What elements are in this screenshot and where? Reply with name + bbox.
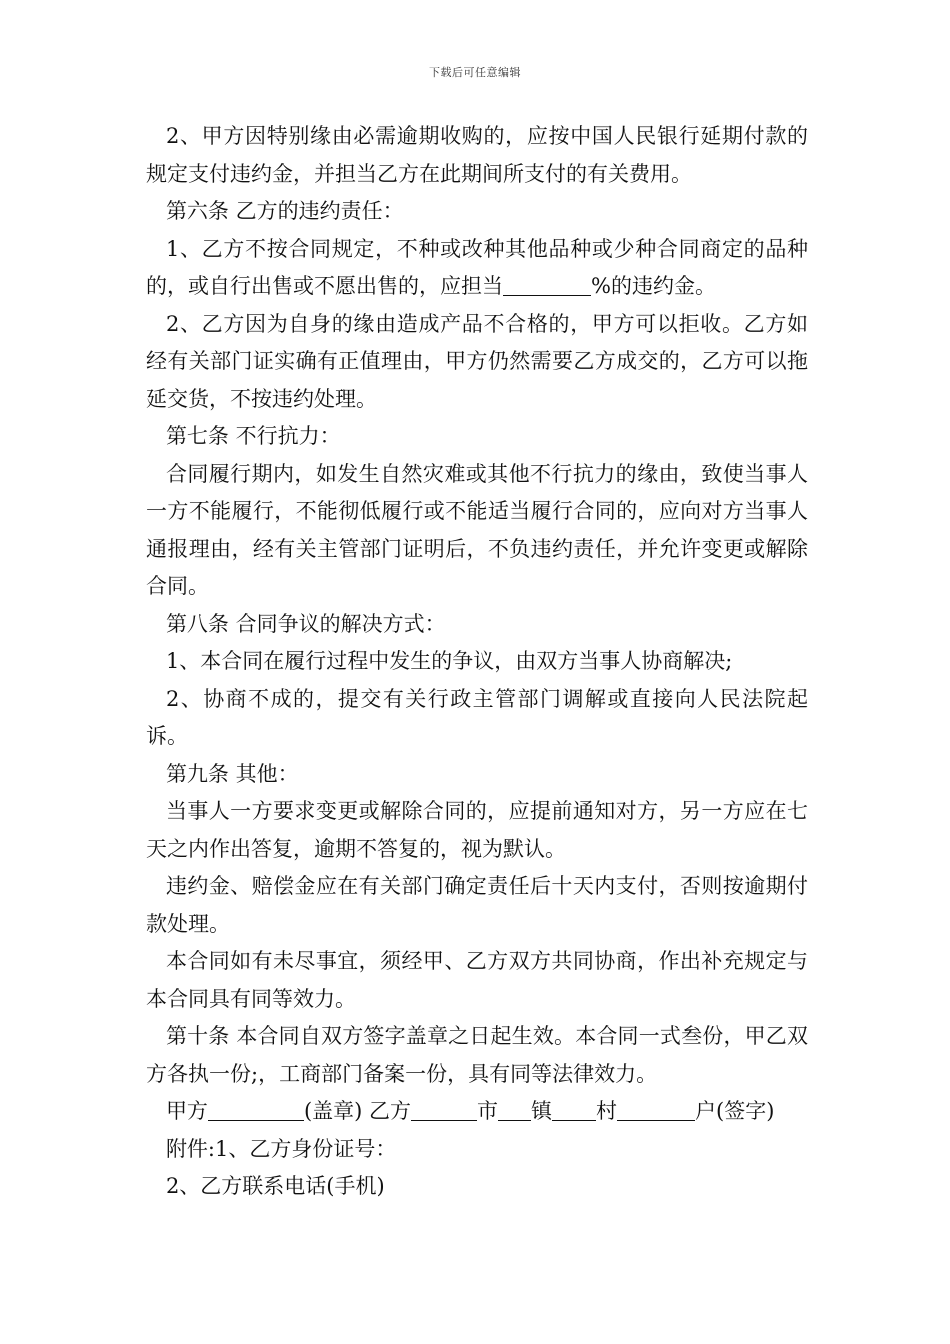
village-blank <box>552 1098 596 1121</box>
attachment-2: 2、乙方联系电话(手机) <box>165 1174 385 1198</box>
signature-household-label: 户(签字) <box>695 1099 775 1123</box>
penalty-percent-blank <box>503 273 591 296</box>
paragraph-other-3: 本合同如有未尽事宜，须经甲、乙方双方共同协商，作出补充规定与本合同具有同等效力。 <box>146 949 808 1011</box>
household-blank <box>617 1098 695 1121</box>
city-blank <box>411 1098 477 1121</box>
paragraph-other-1: 当事人一方要求变更或解除合同的，应提前通知对方，另一方应在七天之内作出答复，逾期不答复的，视为默认。 <box>146 799 808 861</box>
town-blank <box>498 1098 531 1121</box>
paragraph-party-b-breach-2: 2、乙方因为自身的缘由造成产品不合格的，甲方可以拒收。乙方如经有关部门证实确有正值理由，甲方仍然需要乙方成交的，乙方可以拖延交货，不按违约处理。 <box>146 311 808 411</box>
paragraph-dispute-2: 2、协商不成的，提交有关行政主管部门调解或直接向人民法院起诉。 <box>146 686 808 748</box>
paragraph-late-purchase: 2、甲方因特别缘由必需逾期收购的，应按中国人民银行延期付款的规定支付违约金，并担当乙方在此期间所支付的有关费用。 <box>146 124 808 186</box>
signature-town-label: 镇 <box>531 1099 552 1123</box>
paragraph-party-b-breach-1 <box>146 231 808 306</box>
article-7-heading: 第七条 不行抗力： <box>165 424 341 448</box>
paragraph-text: %的违约金。 <box>591 274 716 298</box>
paragraph-force-majeure: 合同履行期内，如发生自然灾难或其他不行抗力的缘由，致使当事人一方不能履行，不能彻低履行或不能适当履行合同的，应向对方当事人通报理由，经有关主管部门证明后，不负违约责任，并允许变更或解除合同。 <box>146 461 808 598</box>
page-header: 下载后可任意编辑 <box>429 66 521 79</box>
paragraph-other-2: 违约金、赔偿金应在有关部门确定责任后十天内支付，否则按逾期付款处理。 <box>146 874 808 936</box>
signature-party-b-label: (盖章) 乙方 <box>303 1099 411 1123</box>
signature-city-label: 市 <box>477 1099 498 1123</box>
document-body <box>146 118 808 1206</box>
signature-village-label: 村 <box>596 1099 617 1123</box>
attachment-1: 附件:1、乙方身份证号： <box>165 1136 397 1161</box>
article-10-paragraph: 第十条 本合同自双方签字盖章之日起生效。本合同一式叁份，甲乙双方各执一份;，工商部门备案一份，具有同等法律效力。 <box>146 1024 808 1086</box>
paragraph-dispute-1: 1、本合同在履行过程中发生的争议，由双方当事人协商解决; <box>165 649 733 673</box>
signature-line <box>146 1093 808 1131</box>
article-9-heading: 第九条 其他： <box>165 761 299 786</box>
article-8-heading: 第八条 合同争议的解决方式： <box>165 611 446 636</box>
party-a-blank <box>208 1098 304 1121</box>
signature-party-a-label: 甲方 <box>165 1099 208 1123</box>
paragraph-text: 1、乙方不按合同规定，不种或改种其他品种或少种合同商定的品种的，或自行出售或不愿出售的，应担当 <box>146 236 808 298</box>
article-6-heading: 第六条 乙方的违约责任： <box>165 199 404 223</box>
